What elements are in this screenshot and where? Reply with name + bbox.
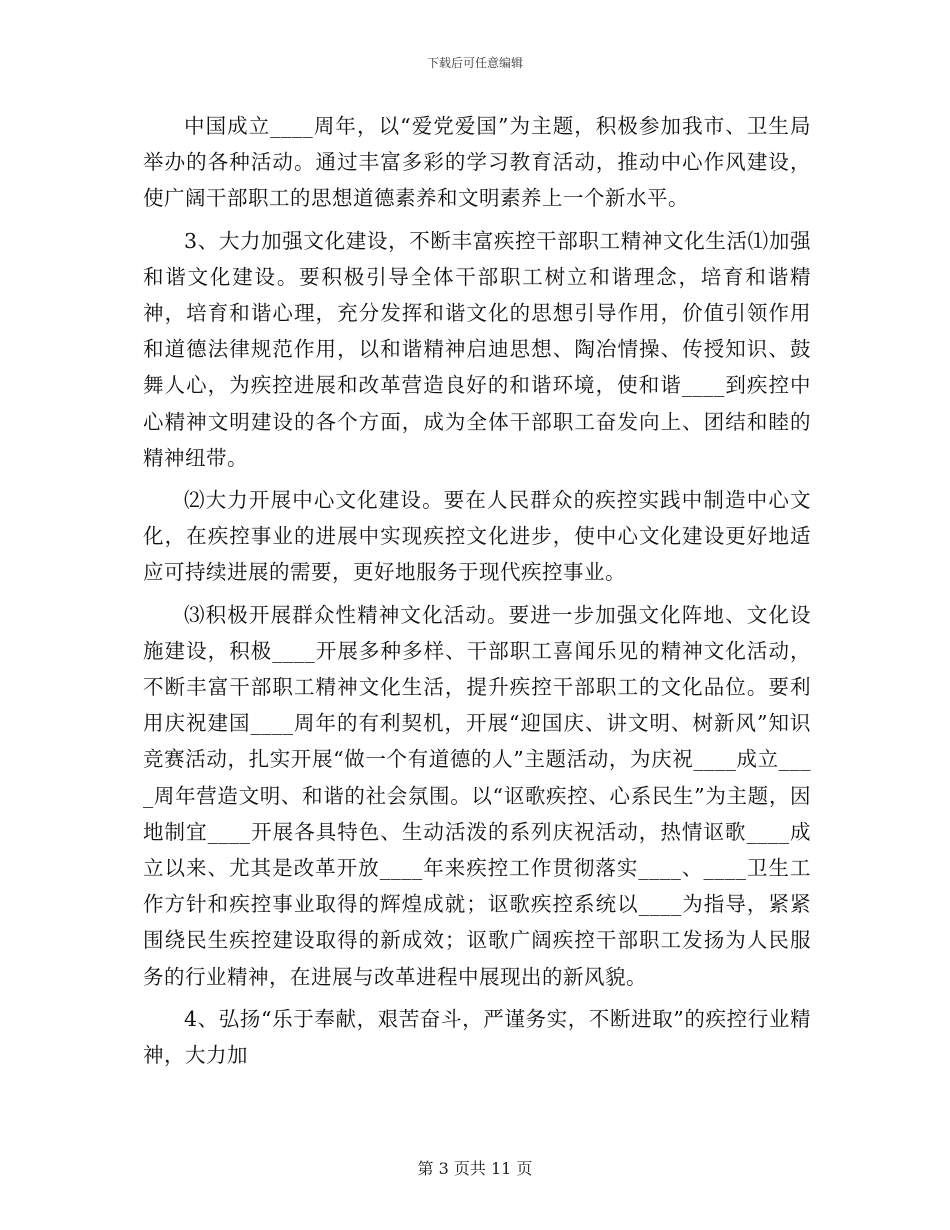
paragraph-4: ⑶积极开展群众性精神文化活动。要进一步加强文化阵地、文化设施建设，积极____开展多种多样、干部职工喜闻乐见的精神文化活动，不断丰富干部职工精神文化生活，提升疾控干部职工的文化品位。要利用庆祝建国____周年的有利契机，开展“迎国庆、讲文明、树新风”知识竞赛活动，扎实开展“做一个有道德的人”主题活动，为庆祝____成立____周年营造文明、和谐的社会氛围。以“讴歌疾控、心系民生”为主题，因地制宜____开展各具特色、生动活泼的系列庆祝活动，热情讴歌____成立以来、尤其是改革开放____年来疾控工作贯彻落实____、____卫生工作方针和疾控事业取得的辉煌成就；讴歌疾控系统以____为指导，紧紧围绕民生疾控建设取得的新成效；讴歌广阔疾控干部职工发扬为人民服务的行业精神，在进展与改革进程中展现出的新风貌。 bbox=[143, 602, 811, 989]
paragraph-1: 中国成立____周年，以“爱党爱国”为主题，积极参加我市、卫生局举办的各种活动。通过丰富多彩的学习教育活动，推动中心作风建设，使广阔干部职工的思想道德素养和文明素养上一个新水平。 bbox=[143, 114, 811, 211]
page-header: 下载后可任意编辑 bbox=[426, 56, 523, 70]
page-number: 第 3 页共 11 页 bbox=[417, 1159, 533, 1178]
paragraph-5: 4、弘扬“乐于奉献，艰苦奋斗，严谨务实，不断进取”的疾控行业精神，大力加 bbox=[143, 1006, 811, 1068]
paragraph-2: 3、大力加强文化建设，不断丰富疾控干部职工精神文化生活⑴加强和谐文化建设。要积极引导全体干部职工树立和谐理念，培育和谐精神，培育和谐心理，充分发挥和谐文化的思想引导作用，价值引领作用和道德法律规范作用，以和谐精神启迪思想、陶冶情操、传授知识、鼓舞人心，为疾控进展和改革营造良好的和谐环境，使和谐____到疾控中心精神文明建设的各个方面，成为全体干部职工奋发向上、团结和睦的精神纽带。 bbox=[143, 228, 811, 470]
document-body bbox=[143, 108, 811, 1073]
paragraph-3: ⑵大力开展中心文化建设。要在人民群众的疾控实践中制造中心文化，在疾控事业的进展中实现疾控文化进步，使中心文化建设更好地适应可持续进展的需要，更好地服务于现代疾控事业。 bbox=[143, 488, 811, 585]
